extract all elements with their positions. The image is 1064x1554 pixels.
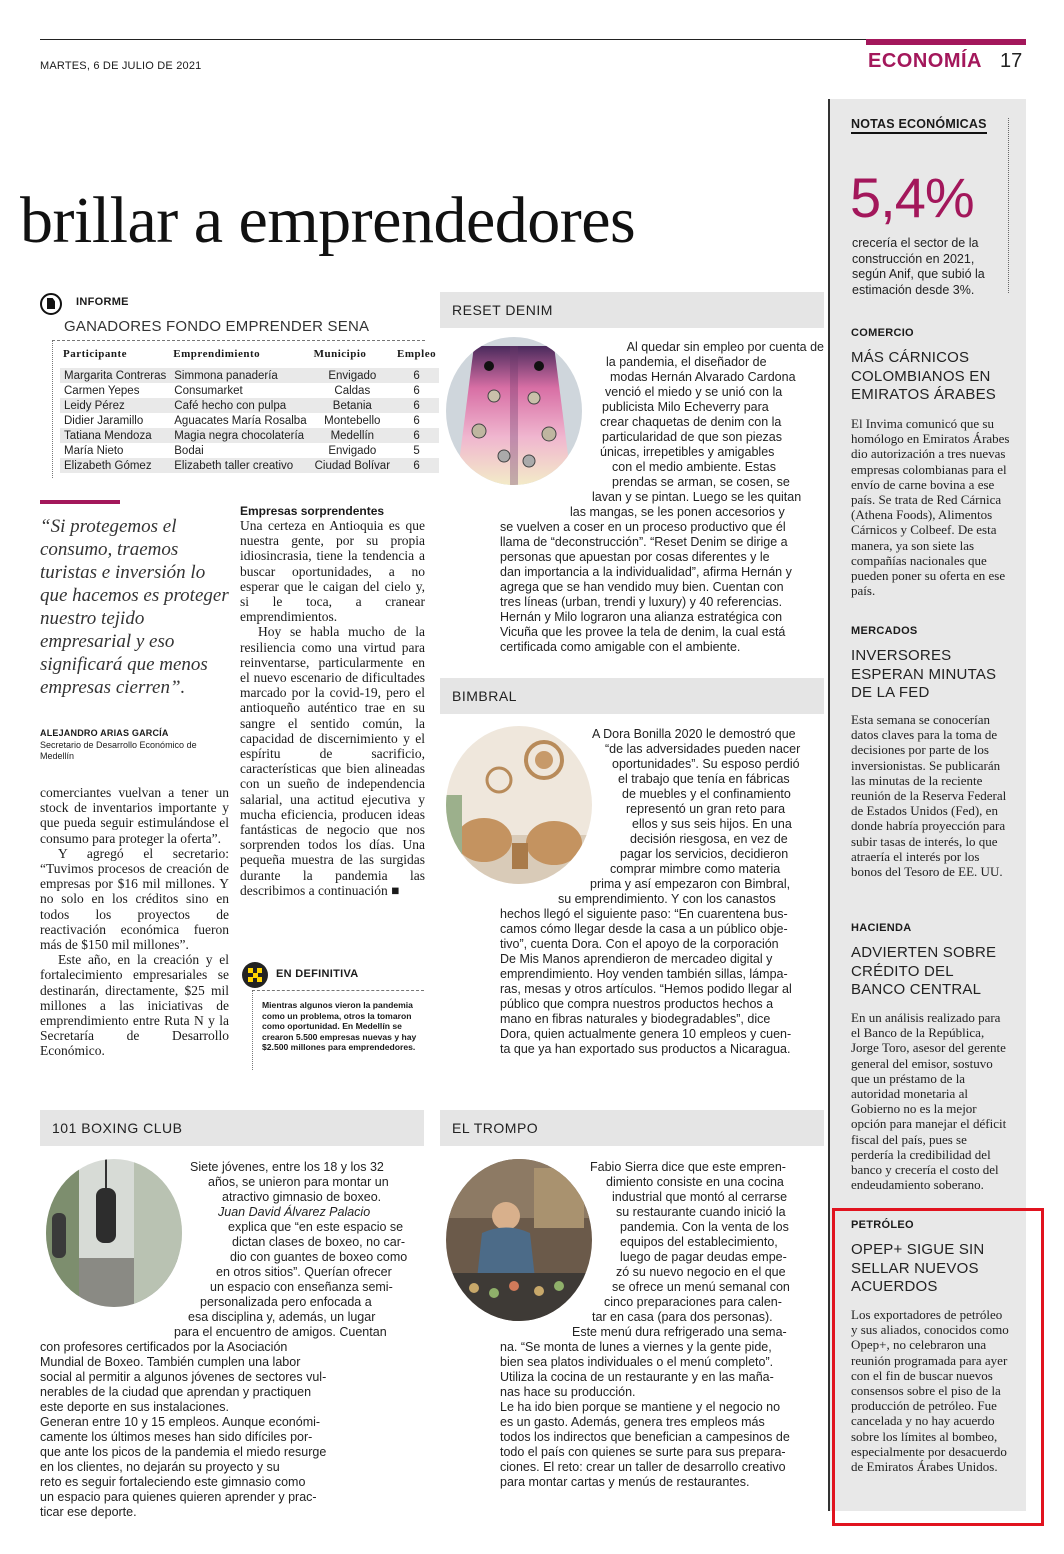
text-line: ras, mesas y otros artículos. “Hemos podido llegar al <box>500 982 792 996</box>
text-line: social al permitir a algunos jóvenes de sectores vul- <box>40 1370 327 1384</box>
text-line: público que compra nuestros productos hechos a <box>500 997 774 1011</box>
text-line: es un gasto. Además, genera tres empleos más <box>500 1415 765 1429</box>
table-row <box>60 368 439 383</box>
text-line: luego de pagar deudas empe- <box>620 1250 787 1264</box>
text-line: equipos del establecimiento, <box>620 1235 778 1249</box>
text-line: con el medio ambiente. Estas <box>612 460 776 474</box>
text-line: dictan clases de boxeo, no car- <box>232 1235 406 1249</box>
reset-denim-story <box>440 340 824 655</box>
text-line: que ante los picos de la pandemia el miedo resurge <box>40 1445 327 1459</box>
bimbral-story <box>440 727 824 1057</box>
text-line: Este menú dura refrigerado una sema- <box>572 1325 787 1339</box>
text-line: Dora, quien actualmente genera 10 empleos y cuen- <box>500 1027 792 1041</box>
text-line: Generan entre 10 y 15 empleos. Aunque económi- <box>40 1415 321 1429</box>
text-line: na. “Se monta de lunes a viernes y la gente pide, <box>500 1340 772 1354</box>
text-line: explica que “en este espacio se <box>228 1220 404 1234</box>
paragraph: Una certeza en Antioquia es que nuestra gente, por su propia idiosincrasia, tiene la tendencia a buscar oportunidades, a no esperar que le caigan del cielo y, si le toca, a cranear emprendimientos. <box>240 518 425 625</box>
text-line: oportunidades”. Su esposo perdió <box>612 757 800 771</box>
big-number: 5,4% <box>850 166 974 229</box>
divider <box>252 990 424 991</box>
text-line: únicas, irrepetibles y amigables <box>600 445 775 459</box>
text-line: se ofrece un menú semanal con <box>612 1280 790 1294</box>
text-line: Juan David Álvarez Palacio <box>218 1205 371 1219</box>
text-line: esa disciplina y, además, un lugar <box>188 1310 376 1324</box>
text-line: Le ha ido bien porque se mantiene y el negocio no <box>500 1400 781 1414</box>
table-row <box>60 398 439 413</box>
text-line: hechos llegó el siguiente paso: “En cuarentena bus- <box>500 907 788 921</box>
table-cell: 6 <box>394 428 439 443</box>
table-cell: Medellín <box>311 428 394 443</box>
text-line: su emprendimiento. Y con los canastos <box>558 892 776 906</box>
table-cell: Ciudad Bolívar <box>311 458 394 473</box>
paragraph: Y agregó el secretario: “Tuvimos procesos de creación de empresas por $16 mil millones. Y no solo en los créditos sino en todos los proyectos de reactivación económica fueron más de $150 mil millones”. <box>40 845 229 953</box>
text-line: un espacio con enseñanza semi- <box>210 1280 393 1294</box>
table-cell: Carmen Yepes <box>64 384 140 397</box>
table-cell: Didier Jaramillo <box>64 414 144 427</box>
note-category: COMERCIO <box>851 327 914 339</box>
text-line: todos los indirectos que benefician a campesinos de <box>500 1430 790 1444</box>
text-line: mano en fibras naturales y biodegradables”, dice <box>500 1012 771 1026</box>
text-line: comprar mimbre como materia <box>610 862 781 876</box>
text-line: representó un gran reto para <box>626 802 786 816</box>
highlight-box <box>832 1208 1044 1526</box>
text-line: reto es seguir fortaleciendo este gimnasio como <box>40 1475 306 1489</box>
summary-icon <box>242 962 268 988</box>
article-body-col2 <box>240 518 425 898</box>
text-line: este deporte en sus instalaciones. <box>40 1400 230 1414</box>
table-cell: 6 <box>413 414 420 427</box>
text-line: nerables de la ciudad que aprendan y practiquen <box>40 1385 312 1399</box>
table-cell: 5 <box>413 444 420 457</box>
table-cell: Tatiana Mendoza <box>60 428 170 443</box>
text-line: tres líneas (urban, trendi y luxury) y 40 referencias. <box>500 595 783 609</box>
note-body: En un análisis realizado para el Banco de la República, Jorge Toro, asesor del gerente general del emisor, sostuvo que un préstamo de la autoridad monetaria al Gobierno no es la mejor opción para manejar el déficit fiscal del país, pues se perdería la credibilidad del banco y crecería el costo del endeudamiento soberano. <box>851 1010 1007 1193</box>
text-line: ellos y sus seis hijos. En una <box>632 817 792 831</box>
text-line: particularidad de que son piezas <box>602 430 782 444</box>
document-icon <box>40 293 62 315</box>
el-trompo-story <box>440 1160 824 1490</box>
note-body: El Invima comunicó que su homólogo en Emiratos Árabes dio autorización a tres nuevas empresas colombianas para el envío de carne bovina a ese país. Se trata de Red Cárnica (Athena Foods), Alimentos Cárnicos y Colbeef. De esta manera, ya son siete las compañías nacionales que pueden poner su oferta en ese país. <box>851 416 1010 599</box>
text-line: decisión riesgosa, en vez de <box>630 832 788 846</box>
text-line: Mundial de Boxeo. También cumplen una labor <box>40 1355 301 1369</box>
paragraph: comerciantes vuelvan a tener un stock de inventarios importante y que pueda seguir estimulándose el consumo para proteger la oferta”. <box>40 785 229 846</box>
note-category: HACIENDA <box>851 922 912 934</box>
table-cell: 6 <box>413 384 420 397</box>
text-line: modas Hernán Alvarado Cardona <box>610 370 796 384</box>
column-header: Participante <box>63 348 128 360</box>
table-cell: 6 <box>394 458 439 473</box>
section-name: ECONOMÍA <box>868 50 982 72</box>
boxing-story <box>40 1160 424 1520</box>
text-line: dio con guantes de boxeo como <box>230 1250 408 1264</box>
text-line: las mangas, se les ponen accesorios y <box>570 505 785 519</box>
text-line: la pandemia, el diseñador de <box>606 355 767 369</box>
text-line: ciones. El reto: crear un taller de desarrollo creativo <box>500 1460 786 1474</box>
text-line: tar en casa (para dos personas). <box>592 1310 773 1324</box>
divider <box>252 990 253 1070</box>
table-row <box>60 458 439 473</box>
text-line: crear chaquetas de denim con la <box>600 415 782 429</box>
text-line: con profesores certificados por la Asociación <box>40 1340 288 1354</box>
text-line: cinco preparaciones para calen- <box>604 1295 782 1309</box>
text-line: emprendimiento. Hoy venden también sillas, lámpa- <box>500 967 788 981</box>
table-row <box>60 443 439 458</box>
column-header: Empleo <box>397 348 437 360</box>
table-cell: Betania <box>311 398 394 413</box>
table-cell: Envigado <box>328 444 377 457</box>
text-line: el trabajo que tenía en fábricas <box>618 772 790 786</box>
informe-title: GANADORES FONDO EMPRENDER SENA <box>64 318 370 335</box>
quote-accent-bar <box>40 500 120 504</box>
text-line: para el encuentro de amigos. Cuentan <box>174 1325 387 1339</box>
divider <box>52 340 425 341</box>
note-body: Los exportadores de petróleo y sus aliados, conocidos como Opep+, no celebraron una reunión programada para ayer con el fin de buscar nuevos consensos sobre el piso de la producción de petróleo. Fue cancelada y no hay acuerdo sobre los límites al bombeo, especialmente por desacuerdo de Emiratos Árabes Unidos. <box>851 1307 1009 1475</box>
table-row <box>60 428 439 443</box>
page-number: 17 <box>1000 50 1023 72</box>
text-line: llama de “deconstrucción”. “Reset Denim se dirige a <box>500 535 788 549</box>
note-category: MERCADOS <box>851 625 918 637</box>
text-line: bien sea platos individuales o el menú completo”. <box>500 1355 774 1369</box>
column-header: Municipio <box>313 348 367 360</box>
table-cell: Caldas <box>334 384 371 397</box>
text-line: camos cómo llegar desde la casa a un público obje- <box>500 922 788 936</box>
table-cell: Envigado <box>311 368 394 383</box>
text-line: un espacio para quienes quieren aprender y prac- <box>40 1490 317 1504</box>
section-header-boxing <box>40 1110 424 1146</box>
text-line: en otros sitios”. Querían ofrecer <box>216 1265 392 1279</box>
section-title: EL TROMPO <box>452 1120 539 1136</box>
text-line: Al quedar sin empleo por cuenta de <box>626 340 824 354</box>
table-row <box>60 383 439 398</box>
text-line: prima y así empezaron con Bimbral, <box>590 877 791 891</box>
text-line: personas que apuestan por cosas diferentes y le <box>500 550 770 564</box>
section-header-el-trompo <box>440 1110 824 1146</box>
article-body-col1 <box>40 785 229 1059</box>
text-line: Hernán y Milo lograron una alianza estratégica con <box>500 610 783 624</box>
section-header-reset-denim <box>440 292 824 328</box>
text-line: publicista Milo Echeverry para <box>602 400 769 414</box>
note-headline: MÁS CÁRNICOS COLOMBIANOS EN EMIRATOS ÁRABES <box>851 349 996 403</box>
text-line: en los clientes, no dejarán su proyecto y su <box>40 1460 280 1474</box>
text-line: dimiento consiste en una cocina <box>606 1175 784 1189</box>
table-cell: Elizabeth Gómez <box>60 458 170 473</box>
table-cell: Café hecho con pulpa <box>170 398 310 413</box>
divider <box>52 340 53 478</box>
text-line: personalizada pero enfocada a <box>200 1295 372 1309</box>
text-line: atractivo gimnasio de boxeo. <box>222 1190 382 1204</box>
table-cell: Montebello <box>324 414 381 427</box>
note-headline: OPEP+ SIGUE SIN SELLAR NUEVOS ACUERDOS <box>851 1241 985 1295</box>
informe-label: INFORME <box>76 296 129 308</box>
headline: brillar a emprendedores <box>20 184 636 257</box>
text-line: Utiliza la cocina de un restaurante y en las maña- <box>500 1370 774 1384</box>
text-line: su restaurante cuando inició la <box>616 1205 786 1219</box>
quote-author: ALEJANDRO ARIAS GARCÍA <box>40 728 169 738</box>
summary-label: EN DEFINITIVA <box>276 968 359 980</box>
text-line: pandemia. Con la venta de los <box>620 1220 789 1234</box>
table-cell: Simmona panadería <box>170 368 310 383</box>
section-color-bar <box>866 39 1026 45</box>
text-line: dan importancia a la individualidad”, afirma Hernán y <box>500 565 792 579</box>
text-line: certificada como amigable con el ambiente. <box>500 640 741 654</box>
text-line: todo el país con quienes se surte para sus prepara- <box>500 1445 786 1459</box>
text-line: nas hace su producción. <box>500 1385 636 1399</box>
text-line: camente los últimos meses han sido difíciles por- <box>40 1430 313 1444</box>
table-row <box>60 413 439 428</box>
table-cell: Elizabeth taller creativo <box>170 458 310 473</box>
text-line: De Mis Manos aprendieron de mercadeo digital y <box>500 952 773 966</box>
big-number-caption: crecería el sector de la construcción en 2021, según Anif, que subió la estimación desde 3%. <box>852 236 985 297</box>
text-line: venció el miedo y se unió con la <box>605 385 783 399</box>
subheading: Empresas sorprendentes <box>240 504 385 518</box>
table-cell: 6 <box>394 398 439 413</box>
table-cell: Consumarket <box>174 384 243 397</box>
table-cell: Leidy Pérez <box>60 398 170 413</box>
note-body: Esta semana se conocerían datos claves para la toma de decisiones por parte de los inversionistas. Se publicarán las minutas de la reciente reunión de la Reserva Federal de Estados Unidos (Fed), en donde habría proyección para subir tasas de interés, lo que atraería el interés por los bonos del Tesoro de EE. UU. <box>851 712 1007 880</box>
text-line: “de las adversidades pueden nacer <box>605 742 801 756</box>
text-line: Vicuña que les provee la tela de denim, la cual está <box>500 625 786 639</box>
table-cell: María Nieto <box>64 444 124 457</box>
text-line: de muebles y el confinamiento <box>622 787 791 801</box>
text-line: lavan y se pintan. Luego se les quitan <box>592 490 802 504</box>
note-category: PETRÓLEO <box>851 1219 914 1231</box>
text-line: se vuelven a coser en un proceso productivo que él <box>500 520 786 534</box>
text-line: A Dora Bonilla 2020 le demostró que <box>592 727 796 741</box>
text-line: zó su nuevo negocio en el que <box>616 1265 786 1279</box>
text-line: prendas se arman, se cosen, se <box>612 475 790 489</box>
table-cell: 6 <box>394 368 439 383</box>
table-header-row <box>60 346 439 368</box>
text-line: industrial que montó al cerrarse <box>612 1190 788 1204</box>
paragraph: Hoy se habla mucho de la resiliencia como una virtud para reinventarse, particularmente en el nuevo escenario de dificultades marcado por la covid-19, pero el antioqueño auténtico trae en su sangre el sentido común, la capacidad de discernimiento y el espíritu de sacrificio, características que bien alineadas con un sueño de independencia salarial, una actitud ejecutiva y mucha eficiencia, producen ideas fantásticas de negocio que nos sorprenden todos los días. Una pequeña muestra de las surgidas durante la pandemia las describimos a continuación ■ <box>240 624 425 898</box>
text-line: Siete jóvenes, entre los 18 y los 32 <box>190 1160 384 1174</box>
note-headline: ADVIERTEN SOBRE CRÉDITO DEL BANCO CENTRAL <box>851 944 997 998</box>
divider <box>1008 118 1009 293</box>
winners-table <box>60 346 439 473</box>
text-line: tivo”, cuenta Dora. Con el apoyo de la corporación <box>500 937 779 951</box>
text-line: pagar los servicios, decidieron <box>620 847 789 861</box>
text-line: ta que ya han exportado sus productos a Nicaragua. <box>500 1042 791 1056</box>
text-line: Fabio Sierra dice que este empren- <box>590 1160 786 1174</box>
text-line: años, se unieron para montar un <box>208 1175 389 1189</box>
text-line: ticar ese deporte. <box>40 1505 137 1519</box>
section-title: 101 BOXING CLUB <box>52 1120 183 1136</box>
sidebar-title: NOTAS ECONÓMICAS <box>851 117 987 134</box>
table-cell: Margarita Contreras <box>60 368 170 383</box>
section-title: BIMBRAL <box>452 688 517 704</box>
divider <box>828 99 830 1511</box>
table-cell: Bodai <box>174 444 204 457</box>
paragraph: Este año, en la creación y el fortalecimiento empresariales se destinarán, directamente, $25 mil millones a las iniciativas de emprendimiento entre Ruta N y la Secretaría de Desarrollo Económico. <box>40 952 229 1059</box>
section-title: RESET DENIM <box>452 302 553 318</box>
table-cell: Aguacates María Rosalba <box>174 414 307 427</box>
note-headline: INVERSORES ESPERAN MINUTAS DE LA FED <box>851 647 997 701</box>
summary-text: Mientras algunos vieron la pandemia como un problema, otros la tomaron como oportunidad. En Medellín se crearon 5.500 empresas nuevas y hay $2.500 millones para emprendedores. <box>262 1000 417 1052</box>
table-cell: Magia negra chocolatería <box>170 428 310 443</box>
section-header-bimbral <box>440 678 824 714</box>
text-line: agrega que se han vendido muy bien. Cuentan con <box>500 580 784 594</box>
text-line: para montar cartas y menús de restaurantes. <box>500 1475 750 1489</box>
issue-date: MARTES, 6 DE JULIO DE 2021 <box>40 60 202 72</box>
quote-author-role: Secretario de Desarrollo Económico de Medellín <box>40 740 197 761</box>
pull-quote: “Si protegemos el consumo, traemos turistas e inversión lo que hacemos es proteger nuestro tejido empresarial y eso significará que menos empresas cierren”. <box>40 516 229 698</box>
column-header: Emprendimiento <box>173 348 261 360</box>
